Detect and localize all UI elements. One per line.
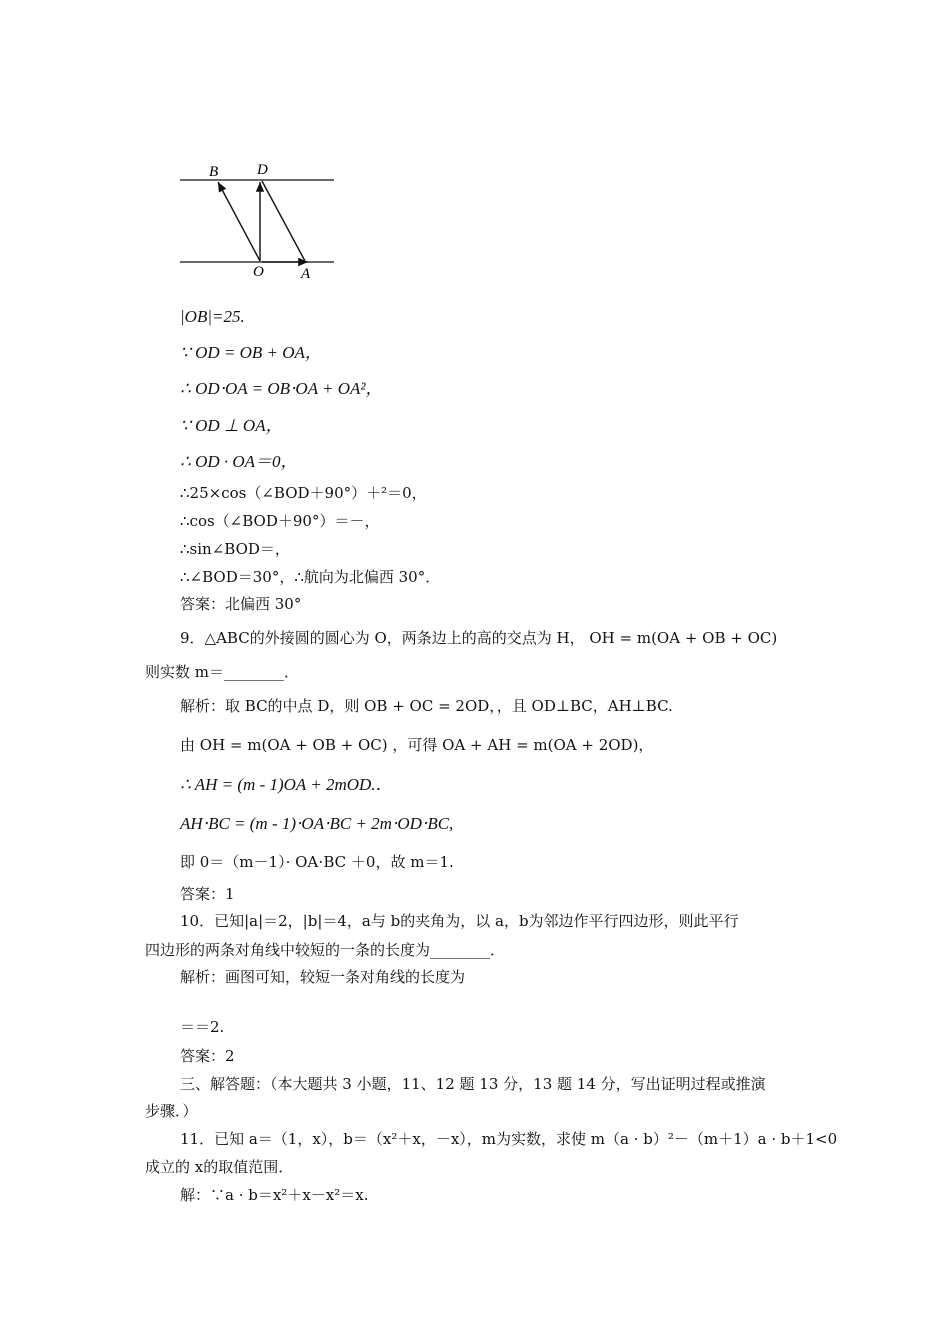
text-line: ∴ OD⋅OA = OB⋅OA + OA²，: [180, 379, 383, 398]
label-o: O: [253, 264, 264, 280]
text-line: ∴∠BOD＝30°，∴航向为北偏西 30°．: [180, 568, 441, 586]
text-line: ∴ OD · OA＝0，: [180, 452, 298, 471]
segment-da: [262, 181, 305, 261]
vector-ob: [218, 182, 260, 261]
text-line: ∴cos（∠BOD＋90°）＝－，: [180, 512, 380, 530]
text-line: 四边形的两条对角线中较短的一条的长度为________．: [145, 941, 506, 959]
text-line: ∴ AH = (m - 1)OA + 2mOD.．: [180, 775, 393, 794]
text-line: 解析：画图可知，较短一条对角线的长度为: [180, 968, 466, 986]
text-line: 解：∵a · b＝x²＋x－x²＝x.: [180, 1186, 369, 1204]
label-a: A: [301, 266, 311, 282]
text-line: ∵ OD = OB + OA，: [180, 343, 322, 362]
text-line: 11．已知 a＝（1，x），b＝（x²＋x，－x），m为实数，求使 m（a · b）²－（m＋1）a · b＋1<0: [180, 1130, 838, 1148]
text-line: 解析：取 BC的中点 D，则 OB + OC = 2OD，，且 OD⊥BC，AH⊥BC.: [180, 697, 673, 715]
label-d: D: [257, 162, 268, 178]
text-line: 即 0＝（m－1）· OA⋅BC ＋0，故 m＝1.: [180, 853, 454, 871]
text-line: 10．已知|a|＝2，|b|＝4，a与 b的夹角为，以 a，b为邻边作平行四边形，则此平行: [180, 912, 739, 930]
text-line: 答案：1: [180, 885, 235, 903]
text-line: |OB|=25.: [180, 307, 245, 326]
text-line: ∴25×cos（∠BOD＋90°）＋²＝0，: [180, 484, 427, 502]
text-line: 则实数 m＝________．: [145, 663, 299, 681]
text-line: 答案：北偏西 30°: [180, 595, 302, 613]
text-line: 步骤．）: [145, 1102, 198, 1120]
text-line: 三、解答题：（本大题共 3 小题，11、12 题 13 分，13 题 14 分，写出证明过程或推演: [180, 1075, 766, 1093]
text-line: ∴sin∠BOD＝，: [180, 540, 290, 558]
text-line: ＝＝2.: [180, 1018, 225, 1036]
text-line: AH⋅BC = (m - 1)⋅OA⋅BC + 2m⋅OD⋅BC,: [180, 814, 454, 833]
text-line: 答案：2: [180, 1047, 235, 1065]
text-line: 由 OH = m(OA + OB + OC) ，可得 OA + AH = m(OA + 2OD)，: [180, 736, 654, 754]
label-b: B: [209, 164, 219, 180]
text-line: ∵ OD ⊥ OA，: [180, 416, 283, 435]
text-line: 成立的 x的取值范围．: [145, 1158, 294, 1176]
text-line: 9．△ABC的外接圆的圆心为 O，两条边上的高的交点为 H， OH = m(OA + OB + OC): [180, 629, 778, 647]
